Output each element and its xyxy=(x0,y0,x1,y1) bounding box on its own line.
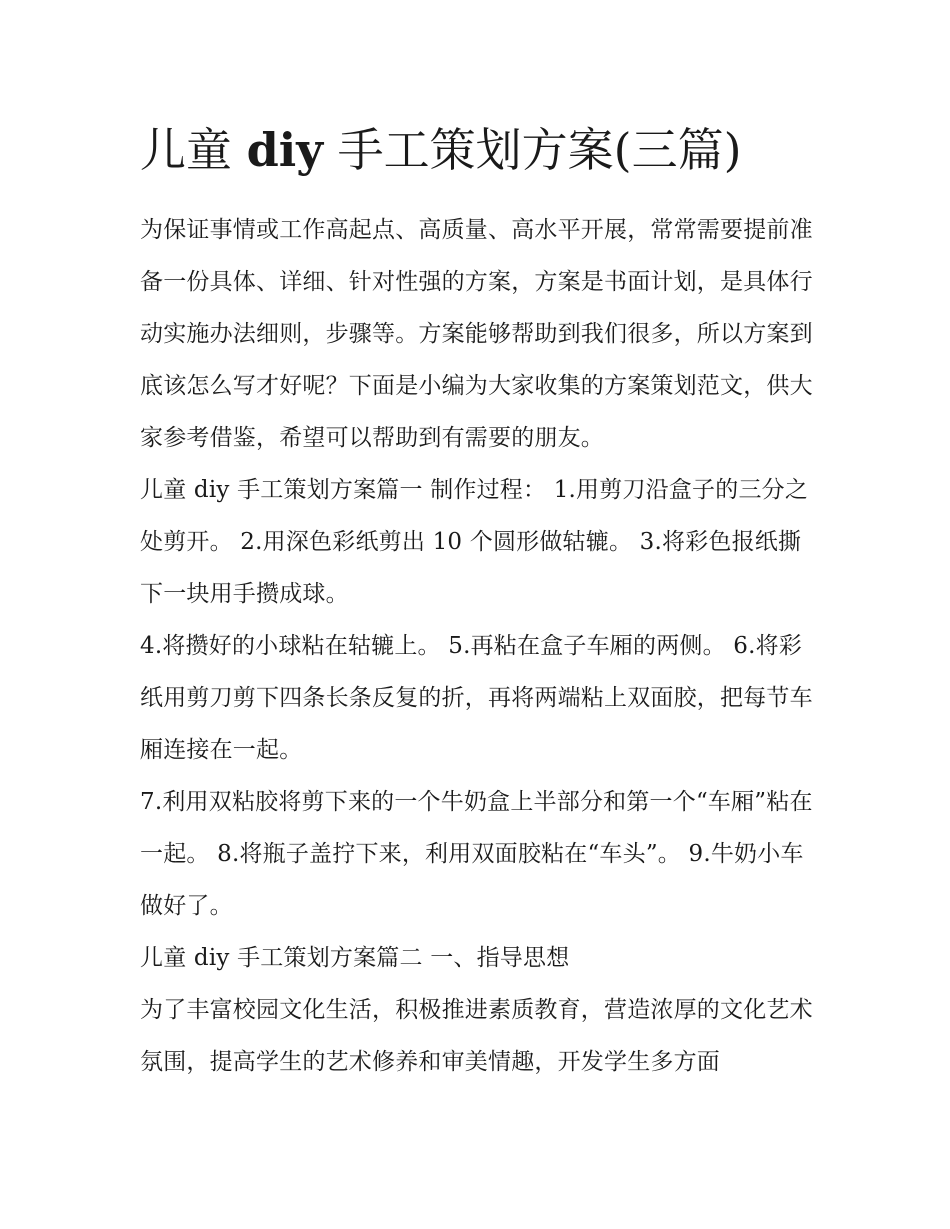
section1-paragraph-steps-1-3: 儿童 diy 手工策划方案篇一 制作过程： 1.用剪刀沿盒子的三分之处剪开。 2.用深色彩纸剪出 10 个圆形做轱辘。 3.将彩色报纸撕下一块用手攒成球。 xyxy=(140,477,809,607)
title-text-part3: 手工策划方案(三篇) xyxy=(323,123,742,177)
section2-paragraph: 为了丰富校园文化生活，积极推进素质教育，营造浓厚的文化艺术氛围，提高学生的艺术修养和审美情趣，开发学生多方面 xyxy=(140,997,813,1075)
intro-paragraph: 为保证事情或工作高起点、高质量、高水平开展，常常需要提前准备一份具体、详细、针对性强的方案，方案是书面计划，是具体行动实施办法细则，步骤等。方案能够帮助到我们很多，所以方案到底该怎么写才好呢？下面是小编为大家收集的方案策划范文，供大家参考借鉴，希望可以帮助到有需要的朋友。 xyxy=(140,217,813,451)
title-text-diy: diy xyxy=(246,123,323,177)
section2-heading: 儿童 diy 手工策划方案篇二 一、指导思想 xyxy=(140,945,570,971)
document-title xyxy=(140,118,815,182)
title-text-part1: 儿童 xyxy=(140,123,247,177)
section1-paragraph-steps-7-9: 7.利用双粘胶将剪下来的一个牛奶盒上半部分和第一个“车厢”粘在一起。 8.将瓶子盖拧下来，利用双面胶粘在“车头”。 9.牛奶小车做好了。 xyxy=(140,789,813,919)
section1-paragraph-steps-4-6: 4.将攒好的小球粘在轱辘上。 5.再粘在盒子车厢的两侧。 6.将彩纸用剪刀剪下四条长条反复的折，再将两端粘上双面胶，把每节车厢连接在一起。 xyxy=(140,633,813,763)
document-page xyxy=(140,118,815,1088)
